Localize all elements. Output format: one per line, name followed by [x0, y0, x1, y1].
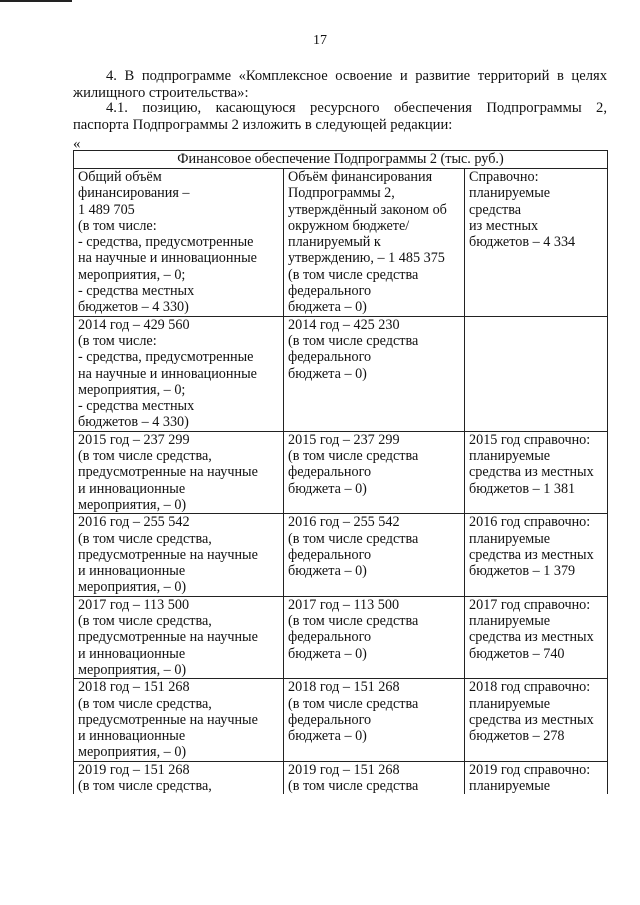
- cell-line: и инновационные: [78, 728, 186, 745]
- paragraph-4-1: [73, 100, 607, 134]
- program-financing-cell: [284, 316, 465, 431]
- cell-line: (в том числе средства: [288, 448, 419, 465]
- cell-line: утверждённый законом об: [288, 201, 447, 218]
- cell-line: (в том числе средства,: [78, 448, 212, 465]
- total-financing-cell: [74, 596, 284, 678]
- cell-line: Общий объём: [78, 169, 162, 185]
- cell-line: - средства местных: [78, 283, 195, 300]
- cell-line: планируемые: [469, 695, 551, 712]
- reference-local-cell: [465, 169, 608, 317]
- total-financing-cell: [74, 431, 284, 513]
- cell-line: 2018 год справочно:: [469, 679, 591, 696]
- cell-line: средства из местных: [469, 546, 594, 563]
- cell-line: (в том числе средства,: [78, 613, 212, 630]
- cell-line: Объём финансирования: [288, 169, 433, 185]
- cell-line: федерального: [288, 546, 372, 563]
- cell-line: федерального: [288, 283, 372, 300]
- cell-line: планируемые: [469, 777, 551, 794]
- cell-line: (в том числе средства,: [78, 695, 212, 712]
- table-row: [74, 596, 608, 678]
- cell-line: (в том числе:: [78, 332, 157, 349]
- cell-line: предусмотренные на научные: [78, 711, 258, 728]
- cell-line: средства из местных: [469, 464, 594, 481]
- cell-line: средства: [469, 201, 522, 218]
- cell-line: из местных: [469, 217, 539, 234]
- cell-line: 2016 год – 255 542: [288, 514, 400, 531]
- total-financing-cell: [74, 761, 284, 794]
- page-number: 17: [313, 33, 327, 48]
- paragraph-4-1-line-1: 4.1. позицию, касающуюся ресурсного обеспечения Подпрограммы 2,: [106, 100, 607, 116]
- total-financing-cell: [74, 514, 284, 596]
- table-row: [74, 316, 608, 431]
- cell-line: мероприятия, – 0;: [78, 266, 186, 283]
- cell-line: - средства, предусмотренные: [78, 349, 254, 366]
- table-title-row: [74, 151, 608, 169]
- cell-line: - средства местных: [78, 398, 195, 415]
- financing-table: [73, 150, 608, 794]
- cell-line: бюджета – 0): [288, 480, 367, 497]
- program-financing-cell: [284, 169, 465, 317]
- cell-line: Справочно:: [469, 169, 539, 185]
- cell-line: бюджета – 0): [288, 365, 367, 382]
- cell-line: планируемые: [469, 448, 551, 465]
- paragraph-4-1-line-2: паспорта Подпрограммы 2 изложить в следующей редакции:: [73, 117, 453, 133]
- cell-line: предусмотренные на научные: [78, 464, 258, 481]
- cell-line: окружном бюджете/: [288, 217, 410, 234]
- cell-line: 2017 год справочно:: [469, 596, 591, 613]
- cell-line: планируемые: [469, 613, 551, 630]
- cell-line: (в том числе средства: [288, 266, 419, 283]
- cell-line: бюджета – 0): [288, 299, 367, 316]
- cell-line: (в том числе средства: [288, 332, 419, 349]
- reference-local-cell: [465, 316, 608, 431]
- reference-local-cell: [465, 514, 608, 596]
- cell-line: 2014 год – 425 230: [288, 316, 400, 333]
- reference-local-cell: [465, 761, 608, 794]
- cell-line: бюджетов – 1 379: [469, 563, 576, 580]
- paragraph-4: [73, 68, 607, 102]
- cell-line: на научные и инновационные: [78, 250, 257, 267]
- scan-edge-mark: [0, 0, 72, 2]
- cell-line: бюджета – 0): [288, 645, 367, 662]
- table-title: Финансовое обеспечение Подпрограммы 2 (тыс. руб.): [74, 151, 608, 169]
- opening-quote-mark: «: [73, 136, 81, 152]
- program-financing-cell: [284, 761, 465, 794]
- paragraph-4-line-1: 4. В подпрограмме «Комплексное освоение и развитие территорий в целях: [106, 68, 607, 84]
- cell-line: бюджета – 0): [288, 728, 367, 745]
- cell-line: (в том числе средства,: [78, 530, 212, 547]
- cell-line: (в том числе средства: [288, 695, 419, 712]
- total-financing-cell: [74, 679, 284, 761]
- cell-line: 2015 год справочно:: [469, 431, 591, 448]
- cell-line: на научные и инновационные: [78, 365, 257, 382]
- cell-line: планируемый к: [288, 234, 381, 251]
- reference-local-cell: [465, 596, 608, 678]
- cell-line: (в том числе средства: [288, 530, 419, 547]
- cell-line: 2016 год – 255 542: [78, 514, 190, 531]
- cell-line: (в том числе средства: [288, 613, 419, 630]
- cell-line: (в том числе средства: [288, 777, 419, 794]
- cell-line: 2016 год справочно:: [469, 514, 591, 531]
- table-row: [74, 761, 608, 794]
- cell-line: 2015 год – 237 299: [78, 431, 190, 448]
- cell-line: 2019 год – 151 268: [288, 761, 400, 778]
- cell-line: федерального: [288, 711, 372, 728]
- cell-line: (в том числе средства,: [78, 777, 212, 794]
- table-row: [74, 431, 608, 513]
- cell-line: предусмотренные на научные: [78, 629, 258, 646]
- table-row: [74, 514, 608, 596]
- cell-line: планируемые: [469, 530, 551, 547]
- cell-line: федерального: [288, 464, 372, 481]
- cell-line: бюджетов – 740: [469, 645, 565, 662]
- program-financing-cell: [284, 596, 465, 678]
- cell-line: бюджетов – 278: [469, 728, 565, 745]
- cell-line: федерального: [288, 629, 372, 646]
- cell-line: бюджета – 0): [288, 563, 367, 580]
- cell-line: 2019 год – 151 268: [78, 761, 190, 778]
- cell-line: мероприятия, – 0): [78, 661, 187, 678]
- cell-line: 2017 год – 113 500: [288, 596, 400, 613]
- cell-line: Подпрограммы 2,: [288, 185, 395, 202]
- cell-line: бюджетов – 4 330): [78, 299, 189, 316]
- cell-line: 1 489 705: [78, 201, 135, 218]
- cell-line: мероприятия, – 0): [78, 744, 187, 761]
- cell-line: средства из местных: [469, 711, 594, 728]
- cell-line: 2018 год – 151 268: [78, 679, 190, 696]
- reference-local-cell: [465, 679, 608, 761]
- table-row: [74, 169, 608, 317]
- program-financing-cell: [284, 431, 465, 513]
- cell-line: и инновационные: [78, 480, 186, 497]
- cell-line: - средства, предусмотренные: [78, 234, 254, 251]
- cell-line: бюджетов – 4 334: [469, 234, 576, 251]
- program-financing-cell: [284, 679, 465, 761]
- cell-line: мероприятия, – 0): [78, 579, 187, 596]
- cell-line: мероприятия, – 0;: [78, 381, 186, 398]
- total-financing-cell: [74, 316, 284, 431]
- cell-line: 2019 год справочно:: [469, 761, 591, 778]
- cell-line: утверждению, – 1 485 375: [288, 250, 445, 267]
- cell-line: 2015 год – 237 299: [288, 431, 400, 448]
- table-row: [74, 679, 608, 761]
- cell-line: и инновационные: [78, 563, 186, 580]
- cell-line: федерального: [288, 349, 372, 366]
- cell-line: мероприятия, – 0): [78, 496, 187, 513]
- reference-local-cell: [465, 431, 608, 513]
- cell-line: и инновационные: [78, 645, 186, 662]
- program-financing-cell: [284, 514, 465, 596]
- cell-line: средства из местных: [469, 629, 594, 646]
- cell-line: бюджетов – 4 330): [78, 414, 189, 431]
- cell-line: 2017 год – 113 500: [78, 596, 190, 613]
- cell-line: 2018 год – 151 268: [288, 679, 400, 696]
- total-financing-cell: [74, 169, 284, 317]
- cell-line: предусмотренные на научные: [78, 546, 258, 563]
- cell-line: 2014 год – 429 560: [78, 316, 190, 333]
- cell-line: бюджетов – 1 381: [469, 480, 576, 497]
- cell-line: финансирования –: [78, 185, 190, 202]
- cell-line: (в том числе:: [78, 217, 157, 234]
- paragraph-4-line-2: жилищного строительства»:: [73, 85, 249, 101]
- cell-line: планируемые: [469, 185, 551, 202]
